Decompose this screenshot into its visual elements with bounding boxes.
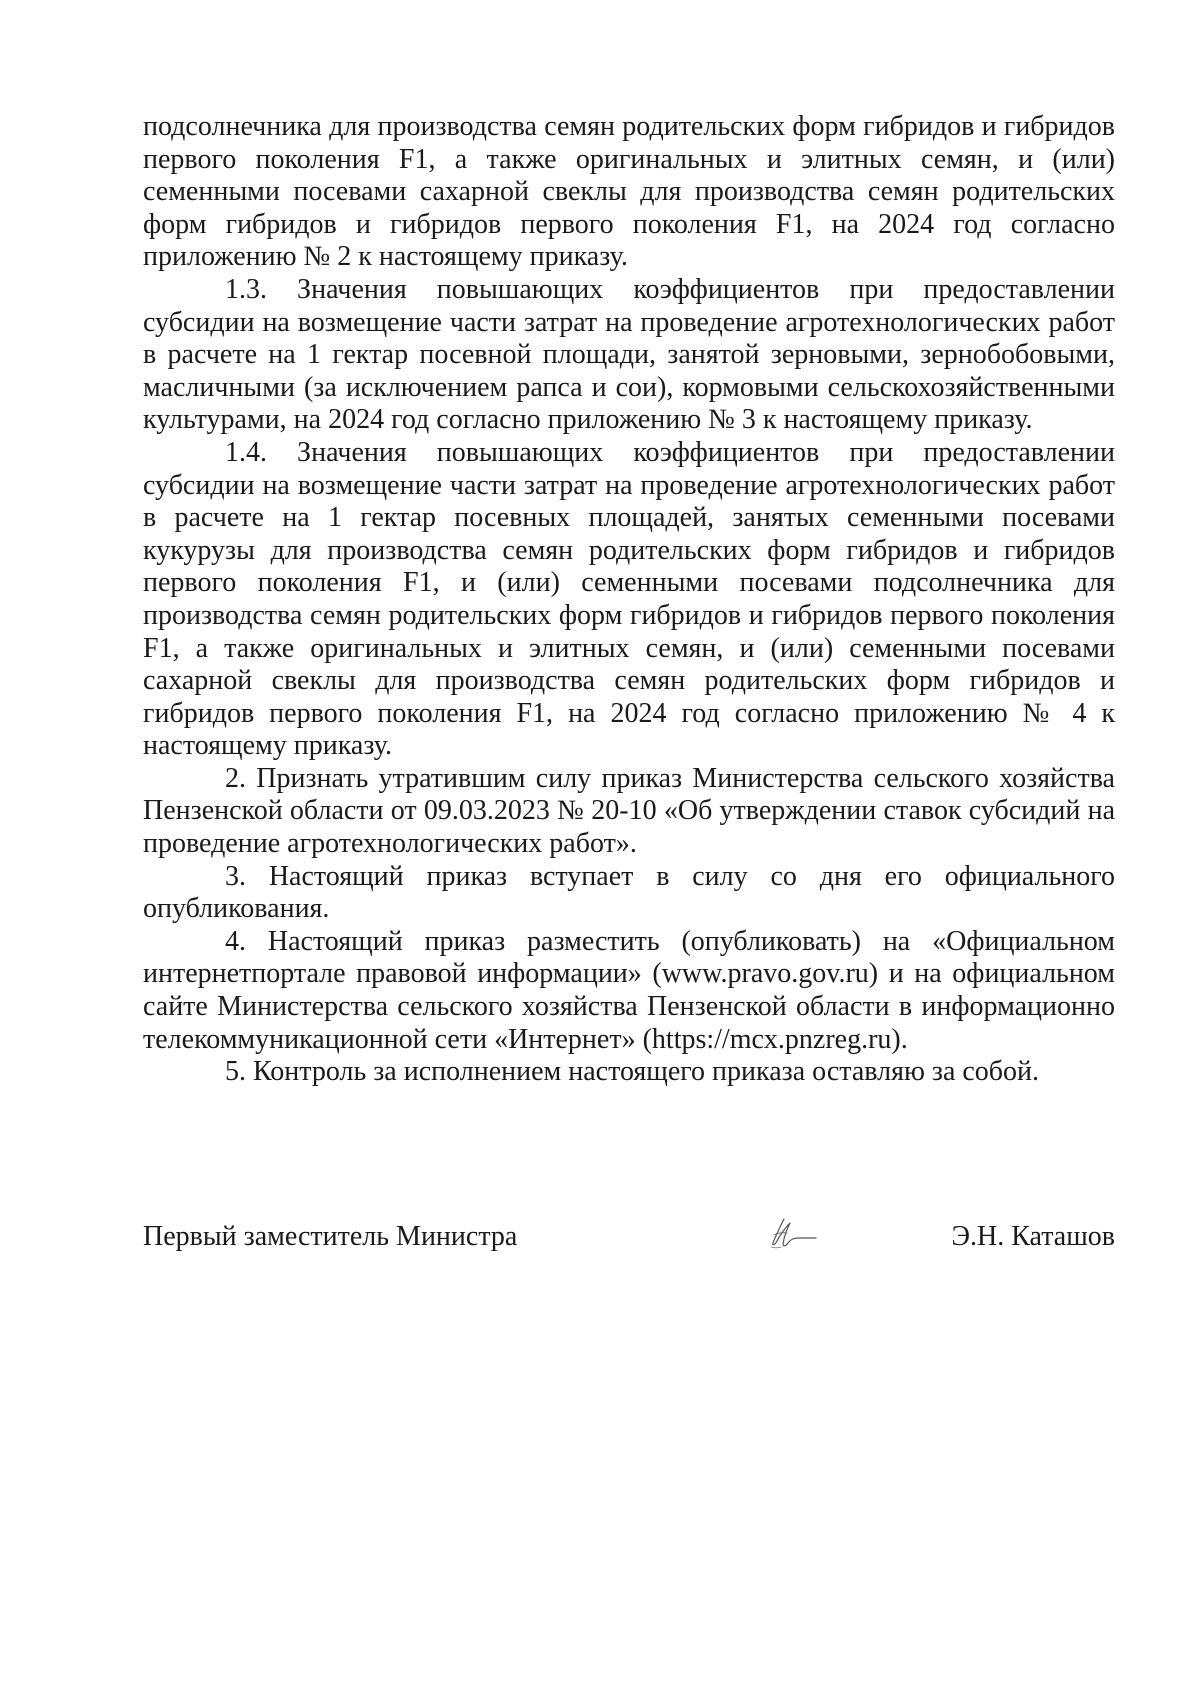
paragraph-continuation: подсолнечника для производства семян родительских форм гибридов и гибридов первого поколения F1, а также оригинальных и элитных семян, и (или) семенными посевами сахарной свеклы для производства семян родительских форм гибридов и гибридов первого поколения F1, на 2024 год согласно приложению № 2 к настоящему приказу. — [143, 111, 1115, 273]
document-body — [143, 111, 1115, 1089]
signatory-position: Первый заместитель Министра — [143, 1221, 518, 1252]
paragraph-1-3: 1.3. Значения повышающих коэффициентов при предоставлении субсидии на возмещение части затрат на проведение агротехнологических работ в расчете на 1 гектар посевной площади, занятой зерновыми, зернобобовыми, масличными (за исключением рапса и сои), кормовыми сельскохозяйственными культурами, на 2024 год согласно приложению № 3 к настоящему приказу. — [143, 273, 1115, 436]
paragraph-4: 4. Настоящий приказ разместить (опубликовать) на «Официальном интернетпортале правовой информации» (www.pravo.gov.ru) и на официальном сайте Министерства сельского хозяйства Пензенской области в информационно телекоммуникационной сети «Интернет» (https://mcx.pnzreg.ru). — [143, 925, 1115, 1055]
signature-block — [143, 1221, 1115, 1261]
paragraph-2: 2. Признать утратившим силу приказ Министерства сельского хозяйства Пензенской области от 09.03.2023 № 20-10 «Об утверждении ставок субсидий на проведение агротехнологических работ». — [143, 762, 1115, 860]
paragraph-5: 5. Контроль за исполнением настоящего приказа оставляю за собой. — [225, 1056, 1040, 1088]
paragraph-3: 3. Настоящий приказ вступает в силу со дня его официального опубликования. — [143, 860, 1115, 925]
paragraph-1-4: 1.4. Значения повышающих коэффициентов при предоставлении субсидии на возмещение части затрат на проведение агротехнологических работ в расчете на 1 гектар посевных площадей, занятых семенными посевами кукурузы для производства семян родительских форм гибридов и гибридов первого поколения F1, и (или) семенными посевами подсолнечника для производства семян родительских форм гибридов и гибридов первого поколения F1, а также оригинальных и элитных семян, и (или) семенными посевами сахарной свеклы для производства семян родительских форм гибридов и гибридов первого поколения F1, на 2024 год согласно приложению № 4 к настоящему приказу. — [143, 436, 1115, 762]
signatory-name: Э.Н. Каташов — [951, 1221, 1115, 1252]
handwritten-signature-icon — [760, 1213, 820, 1253]
